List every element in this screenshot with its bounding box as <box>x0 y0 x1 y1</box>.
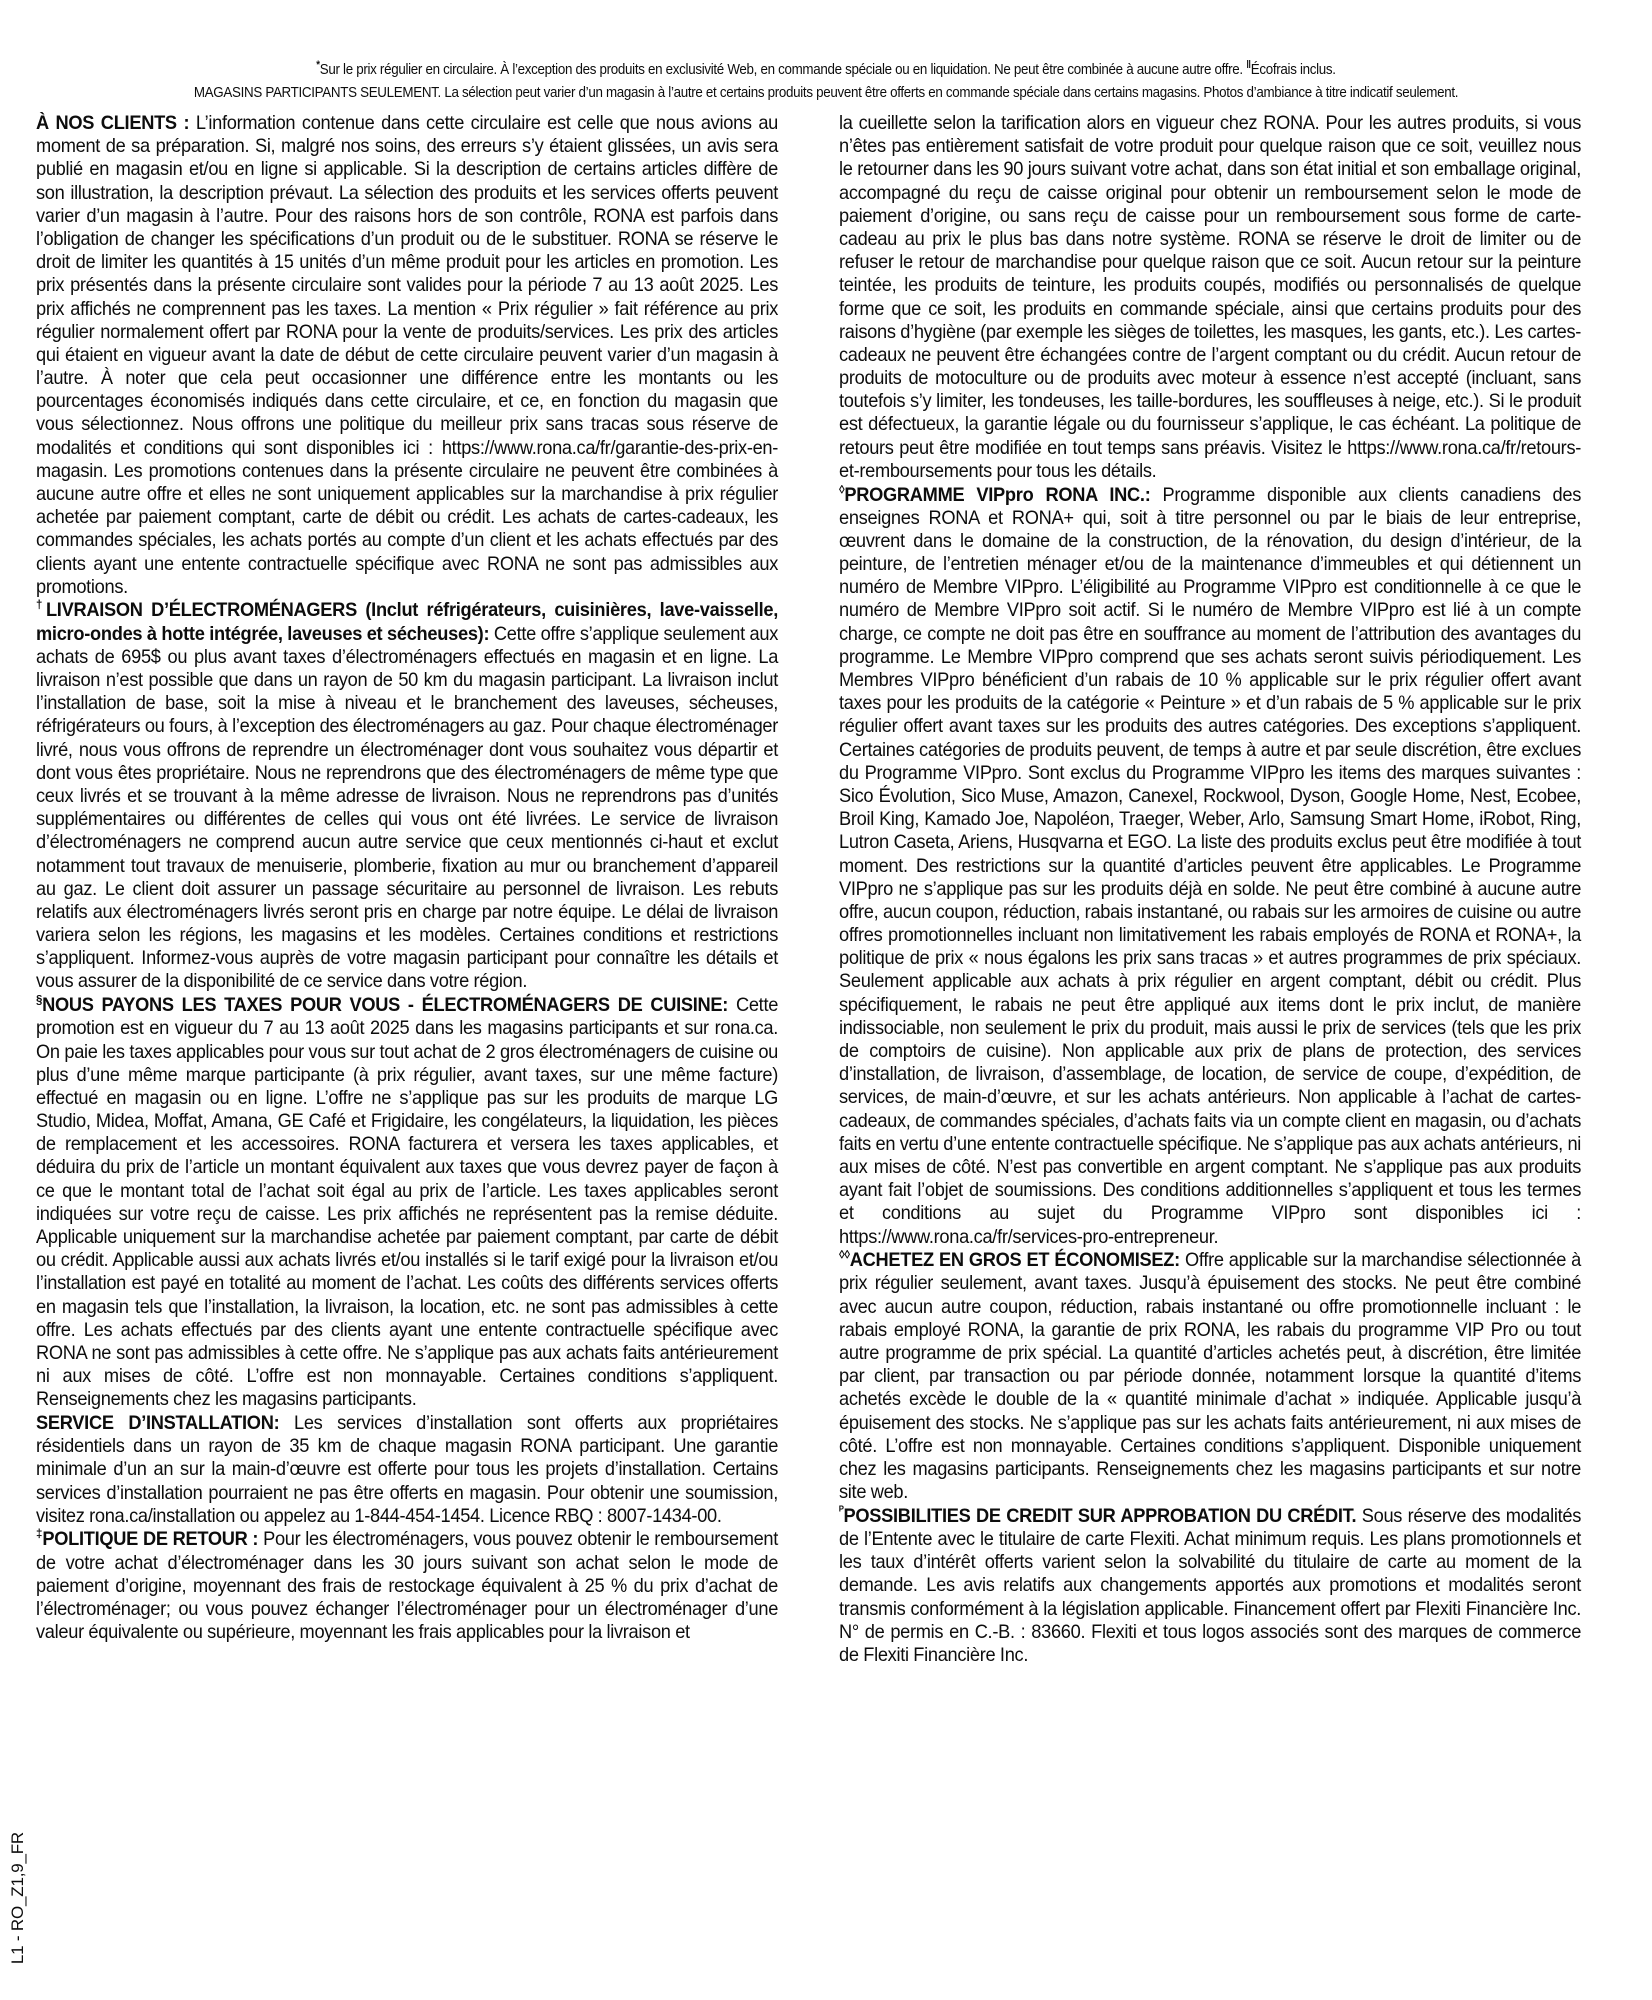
section-mark: ‡ <box>36 1527 43 1542</box>
terms-section-clients <box>36 112 778 599</box>
terms-section-livraison-electromenagers <box>36 599 778 993</box>
section-body: Cette offre s’applique seulement aux achats de 695$ ou plus avant taxes d’électroménagers effectués en magasin et en ligne. La livraison n’est possible que dans un rayon de 50 km du magasin participant. La livraison inclut l’installation de base, soit la mise à niveau et le branchement des laveuses, sécheuses, réfrigérateurs ou fours, à l’exception des électroménagers au gaz. Pour chaque électroménager livré, nous vous offrons de reprendre un électroménager dont vous souhaitez vous départir et dont vous êtes propriétaire. Nous ne reprendrons que des électroménagers de même type que ceux livrés et se trouvant à la même adresse de livraison. Nous ne reprendrons pas d’unités supplémentaires ou différentes de celles qui vous ont été livrées. Le service de livraison d’électroménagers ne comprend aucun autre service que ceux mentionnés ci-haut et exclut notamment tout travaux de menuiserie, plomberie, fixation au mur ou branchement d’appareil au gaz. Le client doit assurer un passage sécuritaire au personnel de livraison. Les rebuts relatifs aux électroménagers livrés seront pris en charge par notre équipe. Le délai de livraison variera selon les régions, les magasins et les modèles. Certaines conditions et restrictions s’appliquent. Informez-vous auprès de votre magasin participant pour connaître les détails et vous assurer de la disponibilité de ce service dans votre région. <box>36 623 779 993</box>
section-mark: § <box>36 992 43 1007</box>
terms-section-possibilites-de-credit <box>839 1505 1581 1667</box>
terms-columns <box>36 112 1616 1667</box>
section-mark: ᴾ <box>839 1503 844 1518</box>
top-disclaimer-block <box>36 58 1616 104</box>
double-bar-mark: ‖ <box>1246 58 1251 71</box>
section-body: L’information contenue dans cette circulaire est celle que nous avions au moment de sa préparation. Si, malgré nos soins, des erreurs s’y étaient glissées, un avis sera publié en magasin et/ou en ligne si applicable. Si la description de certains articles diffère de son illustration, la description prévaut. La sélection des produits et les services offerts peuvent varier d’un magasin à l’autre. Pour des raisons hors de son contrôle, RONA est parfois dans l’obligation de changer les spécifications d’un produit ou de le substituer. RONA se réserve le droit de limiter les quantités à 15 unités d’un même produit pour les articles en promotion. Les prix présentés dans la présente circulaire sont valides pour la période 7 au 13 août 2025. Les prix affichés ne comprennent pas les taxes. La mention « Prix régulier » fait référence au prix régulier normalement offert par RONA pour la vente de produits/services. Les prix des articles qui étaient en vigueur avant la date de début de cette circulaire peuvent varier d’un magasin à l’autre. À noter que cela peut occasionner une différence entre les montants ou les pourcentages économisés indiqués dans cette circulaire, et ce, en fonction du magasin que vous sélectionnez. Nous offrons une politique du meilleur prix sans tracas sous réserve de modalités et conditions qui sont disponibles ici : https://www.rona.ca/fr/garantie-des-prix-en-magasin. Les promotions contenues dans la présente circulaire ne peuvent être combinées à aucune autre offre et elles ne sont uniquement applicables sur la marchandise à prix régulier achetée par paiement comptant, carte de débit ou crédit. Les achats de cartes-cadeaux, les commandes spéciales, les achats portés au compte d’un client et les achats effectués par des clients ayant une entente contractuelle spécifique avec RONA ne sont pas admissibles aux promotions. <box>36 113 779 598</box>
terms-section-retour-continued <box>839 112 1581 483</box>
terms-section-programme-vippro <box>839 484 1581 1249</box>
terms-section-nous-payons-les-taxes <box>36 994 778 1411</box>
section-mark: ◊ <box>839 482 845 497</box>
right-column <box>839 112 1616 1667</box>
terms-section-achetez-en-gros <box>839 1249 1581 1504</box>
section-heading: SERVICE D’INSTALLATION: <box>36 1413 280 1434</box>
section-body: Offre applicable sur la marchandise sélectionnée à prix régulier seulement, avant taxes. Jusqu’à épuisement des stocks. Ne peut être combiné avec aucun autre coupon, réduction, rabais instantané ou offre promotionnelle incluant : le rabais employé RONA, la garantie de prix RONA, les rabais du programme VIP Pro ou tout autre programme de prix spécial. La quantité d’articles achetés peut, à discrétion, être limitée par client, par transaction ou par période donnée, notamment lorsque la quantité d’items achetés excède le double de la « quantité minimale d’achat » indiquée. Applicable jusqu’à épuisement des stocks. Ne s’applique pas sur les achats faits antérieurement, ni aux mises de côté. L’offre est non monnayable. Certaines conditions s’appliquent. Disponible uniquement chez les magasins participants. Renseignements chez les magasins participants et sur notre site web. <box>839 1250 1582 1504</box>
top-disclaimer-line-1-text: Sur le prix régulier en circulaire. À l’exception des produits en exclusivité Web, en commande spéciale ou en liquidation. Ne peut être combinée à aucune autre offre. <box>319 61 1247 78</box>
section-body: Programme disponible aux clients canadiens des enseignes RONA et RONA+ qui, soit à titre personnel ou par le biais de leur entreprise, œuvrent dans le domaine de la construction, de la rénovation, du design d’intérieur, de la peinture, de l’entretien ménager et/ou de la maintenance d’immeubles et qui détiennent un numéro de Membre VIPpro. L’éligibilité au Programme VIPpro est conditionnelle à ce que le numéro de Membre VIPpro soit actif. Si le numéro de Membre VIPpro est lié à un compte charge, ce compte ne doit pas être en souffrance au moment de l’attribution des avantages du programme. Le Membre VIPpro comprend que ses achats seront suivis périodiquement. Les Membres VIPpro bénéficient d’un rabais de 10 % applicable sur le prix régulier offert avant taxes pour les produits de la catégorie « Peinture » et d’un rabais de 5 % applicable sur le prix régulier offert avant taxes sur les produits des autres catégories. Des exceptions s’appliquent. Certaines catégories de produits peuvent, de temps à autre et par seule discrétion, être exclues du Programme VIPpro. Sont exclus du Programme VIPpro les items des marques suivantes : Sico Évolution, Sico Muse, Amazon, Canexel, Rockwool, Dyson, Google Home, Nest, Ecobee, Broil King, Kamado Joe, Napoléon, Traeger, Weber, Arlo, Samsung Smart Home, iRobot, Ring, Lutron Caseta, Ariens, Husqvarna et EGO. La liste des produits exclus peut être modifiée à tout moment. Des restrictions sur la quantité d’articles peuvent être applicables. Le Programme VIPpro ne s’applique pas sur les produits déjà en solde. Ne peut être combiné à aucune autre offre, aucun coupon, réduction, rabais instantané, ou rabais sur les armoires de cuisine ou autre offres promotionnelles incluant non limitativement les rabais employés de RONA et RONA+, la politique de prix « nous égalons les prix sans tracas » et autres programmes de prix spéciaux. Seulement applicable aux achats à prix régulier en argent comptant, débit ou crédit. Plus spécifiquement, le rabais ne peut être appliqué aux items dont le prix inclut, de manière indissociable, non seulement le prix du produit, mais aussi le prix de services (tels que les prix de comptoirs de cuisine). Non applicable aux prix de plans de protection, des services d’installation, de livraison, d’assemblage, de location, de service de coupe, d’expédition, de services, de main-d’œuvre, et sur les achats antérieurs. Non applicable à l’achat de cartes-cadeaux, de commandes spéciales, d’achats faits via un compte client en magasin, ou d’achats faits en vertu d’une entente contractuelle spécifique. Ne s’applique pas aux achats antérieurs, ni aux mises de côté. N’est pas convertible en argent comptant. Ne s’applique pas aux produits ayant fait l’objet de soumissions. Des conditions additionnelles s’appliquent et tous les termes et conditions au sujet du Programme VIPpro sont disponibles ici : https://www.rona.ca/fr/services-pro-entrepreneur. <box>839 484 1582 1248</box>
section-heading: ACHETEZ EN GROS ET ÉCONOMISEZ: <box>849 1250 1180 1272</box>
section-heading: PROGRAMME VIPpro RONA INC.: <box>844 484 1151 506</box>
top-disclaimer-line-1 <box>131 58 1521 81</box>
section-heading: POSSIBILITIES DE CREDIT SUR APPROBATION DU CRÉDIT. <box>843 1505 1357 1527</box>
section-body: Cette promotion est en vigueur du 7 au 13 août 2025 dans les magasins participants et sur rona.ca. On paie les taxes applicables pour vous sur tout achat de 2 gros électroménagers de cuisine ou plus d’une même marque participante (à prix régulier, avant taxes, sur une même facture) effectué en magasin ou en ligne. L’offre ne s’applique pas sur les produits de marque LG Studio, Midea, Moffat, Amana, GE Café et Frigidaire, les congélateurs, la liquidation, les pièces de remplacement et les accessoires. RONA facturera et versera les taxes applicables, et déduira du prix de l’article un montant équivalent aux taxes que vous devrez payer de façon à ce que le montant total de l’achat soit égal au prix de l’article. Les taxes applicables seront indiquées sur votre reçu de caisse. Les prix affichés ne représentent pas la remise déduite. Applicable uniquement sur la marchandise achetée par paiement comptant, par carte de débit ou crédit. Applicable aussi aux achats livrés et/ou installés si le tarif exigé pour la livraison et/ou l’installation est payé en totalité au moment de l’achat. Les coûts des différents services offerts en magasin tels que l’installation, la livraison, la location, etc. ne sont pas admissibles à cette offre. Les achats effectués par des clients ayant une entente contractuelle spécifique avec RONA ne sont pas admissibles à cette offre. Ne s’applique pas aux achats faits antérieurement ni aux mises de côté. L’offre est non monnayable. Certaines conditions s’appliquent. Renseignements chez les magasins participants. <box>36 995 779 1411</box>
top-disclaimer-line-1-tail: Écofrais inclus. <box>1250 61 1336 78</box>
section-mark: † <box>36 598 46 613</box>
asterisk-mark: * <box>316 58 320 71</box>
section-body: Les services d’installation sont offerts aux propriétaires résidentiels dans un rayon de 35 km de chaque magasin RONA participant. Une garantie minimale d’un an sur la main-d’œuvre est offerte pour tous les projets d’installation. Certains services d’installation pourraient ne pas être offerts en magasin. Pour obtenir une soumission, visitez rona.ca/installation ou appelez au 1-844-454-1454. Licence RBQ : 8007-1434-00. <box>36 1413 779 1527</box>
section-body: Pour les électroménagers, vous pouvez obtenir le remboursement de votre achat d’électroménager dans les 30 jours suivant son achat selon le mode de paiement d’origine, moyennant des frais de restockage équivalent à 25 % du prix d’achat de l’électroménager; ou vous pouvez échanger l’électroménager pour un électroménager d’une valeur équivalente ou supérieure, moyennant les frais applicables pour la livraison et <box>36 1529 779 1644</box>
document-side-code: L1 - RO_Z1,9_FR <box>8 1831 27 1964</box>
terms-section-service-installation <box>36 1412 778 1528</box>
left-column <box>36 112 813 1667</box>
top-disclaimer-line-2: MAGASINS PARTICIPANTS SEULEMENT. La sélection peut varier d’un magasin à l’autre et certains produits peuvent être offerts en commande spéciale dans certains magasins. Photos d’ambiance à titre indicatif seulement. <box>193 84 1459 102</box>
section-body: la cueillette selon la tarification alors en vigueur chez RONA. Pour les autres produits, si vous n’êtes pas entièrement satisfait de votre produit pour quelque raison que ce soit, veuillez nous le retourner dans les 90 jours suivant votre achat, dans son état initial et son emballage original, accompagné du reçu de caisse original pour obtenir un remboursement selon le mode de paiement d’origine, ou sans reçu de caisse pour un remboursement sous forme de carte-cadeau au prix le plus bas dans notre système. RONA se réserve le droit de limiter ou de refuser le retour de marchandise pour quelque raison que ce soit. Aucun retour sur la peinture teintée, les produits de teinture, les produits coupés, modifiés ou personnalisés de quelque forme que ce soit, les produits en commande spéciale, ainsi que certains produits pour des raisons d’hygiène (par exemple les sièges de toilettes, les masques, les gants, etc.). Les cartes-cadeaux ne peuvent être échangées contre de l’argent comptant ou du crédit. Aucun retour de produits de motoculture ou de produits avec moteur à essence n’est accepté (incluant, sans toutefois s’y limiter, les tondeuses, les taille-bordures, les souffleuses à neige, etc.). Si le produit est défectueux, la garantie légale ou du fournisseur s’applique, le cas échéant. La politique de retours peut être modifiée en tout temps sans préavis. Visitez le https://www.rona.ca/fr/retours-et-remboursements pour tous les détails. <box>839 113 1582 482</box>
section-mark: ◊◊ <box>839 1247 850 1262</box>
section-heading: LIVRAISON D’ÉLECTROMÉNAGERS (Inclut réfrigérateurs, cuisinières, lave-vaisselle, micro-ondes à hotte intégrée, laveuses et sécheuses): <box>36 600 779 645</box>
section-heading: POLITIQUE DE RETOUR : <box>42 1529 259 1551</box>
terms-section-politique-de-retour <box>36 1528 778 1644</box>
section-body: Sous réserve des modalités de l’Entente avec le titulaire de carte Flexiti. Achat minimum requis. Les plans promotionnels et les taux d’intérêt offerts varient selon la solvabilité du titulaire de carte au moment de la demande. Les avis relatifs aux changements apportés aux promotions et modalités seront transmis conformément à la législation applicable. Financement offert par Flexiti Financière Inc. N° de permis en C.-B. : 83660. Flexiti et tous logos associés sont des marques de commerce de Flexiti Financière Inc. <box>839 1505 1582 1666</box>
section-heading: À NOS CLIENTS : <box>36 113 190 134</box>
section-heading: NOUS PAYONS LES TAXES POUR VOUS - ÉLECTROMÉNAGERS DE CUISINE: <box>42 995 729 1017</box>
